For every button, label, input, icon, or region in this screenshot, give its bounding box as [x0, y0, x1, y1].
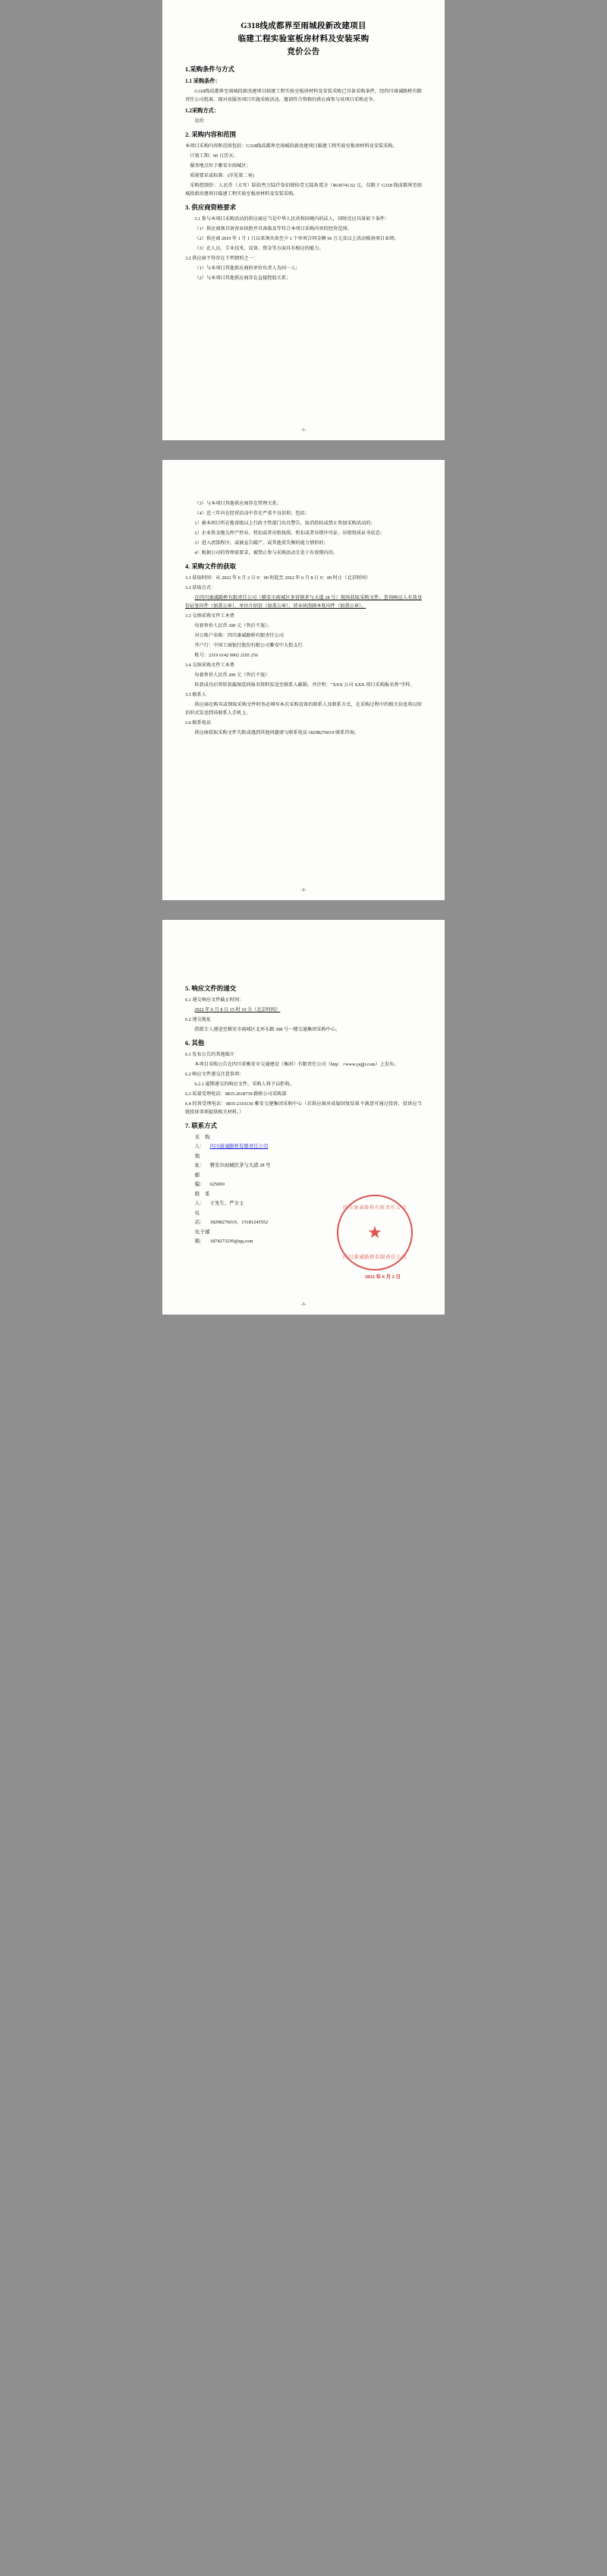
page2-top-spacer: [185, 480, 422, 499]
paragraph-4-6: 3.6 联系电话: [185, 720, 212, 726]
contact-address-value: 雅安市雨城区茅与大道 28 号: [209, 1163, 271, 1168]
paragraph-1-2-1: 竞价: [194, 118, 204, 124]
section-heading-6: 6. 其他: [185, 1040, 205, 1047]
section-heading-3: 3. 供应商资格要求: [185, 204, 236, 211]
paragraph-4-5-detail: 供应商在购买或领取采购文件时务必填写本次采购设备的联系人及联系方式，在采购过程中的相关信息将以短信形式发送到该联系人手机上。: [185, 702, 422, 716]
paragraph-4-1: 3.1 获取时间：从 2022 年 6 月 2 日 9：00 时起至 2022 年 6 月 8 日 9：00 时止（北京时间）: [185, 575, 371, 581]
qualification-item-3: （3）在人员、专业技术、设备、资金等方面具有相应的能力。: [194, 246, 324, 251]
scope-item-4: 采购控制价：人民币（大写）陆拾叁万陆仟柒佰肆拾壹元陆角贰分（¥636741.62 元。仅限于 G318 线成都界至雨城段新改建项目临建工程实验室板房材料及安装采购。: [185, 183, 422, 197]
paragraph-5-2: 6.2 递交地址: [185, 1017, 212, 1022]
seal-bottom-text: 四川康诚路桥有限责任公司: [343, 1255, 407, 1260]
contact-person-label: 联 系 人：: [194, 1192, 210, 1206]
section-heading-7: 7. 联系方式: [185, 1123, 217, 1129]
page-separator-2: [0, 900, 607, 920]
contact-phone-label: 电 话：: [194, 1211, 209, 1225]
section-heading-2: 2. 采购内容和范围: [185, 131, 236, 138]
page-separator-1: [0, 440, 607, 460]
seal-top-text: 四川康诚路桥有限责任公司: [342, 1206, 407, 1211]
exclusion-item-4: （4）近三年内在经营活动中存在严重不良信形；包括：: [194, 511, 310, 516]
paragraph-4-3: 3.3 交纳采购文件工本费: [185, 613, 234, 619]
contact-purchaser-value: 四川康诚路桥有限责任公司: [209, 1144, 269, 1149]
contact-email-value: 1874273230@qq.com: [209, 1239, 253, 1244]
exclusion-item-1: （1）与本项目其他供应商的单位负责人为同一人；: [194, 266, 300, 271]
exclusion-item-3: （3）与本项目其他供应商存在管理关系；: [194, 501, 281, 506]
contact-email-label: 电子邮箱：: [194, 1230, 210, 1244]
paragraph-5-1: 6.1 递交响应文件截止时间：: [185, 997, 244, 1003]
complaint-hotline: 6.4 投诉受理电话：0835-2310136 雅安交建集团采购中心（若供应商对成疑回复结果不满意可通过投诉，投诉应当就投诉事项提供相关材料。）: [185, 1101, 422, 1115]
contact-postcode-label: 邮 编：: [194, 1173, 209, 1187]
page3-top-spacer: [185, 940, 422, 959]
paragraph-3-2: 3.2 供应商不得存在下列情形之一：: [185, 256, 258, 261]
subsection-heading-1-1: 1.1 采购条件：: [185, 78, 221, 84]
paragraph-4-2: 3.2 获取方式：: [185, 585, 216, 590]
exclusion-sub-3: 3）进入清算程序、或被宣告破产、或其他重失衡的能力情形的；: [194, 540, 329, 546]
document-title: [185, 20, 422, 58]
paragraph-2-intro: 本项目采购内容和范围包括：G318线成都界至雨城段新改建项目临建工程实验室板房材料及安装采购。: [185, 143, 398, 149]
subsection-heading-1-2: 1.2采购方式：: [185, 108, 219, 114]
scope-item-2: 服务地点位于雅安市雨城区；: [190, 163, 251, 168]
section-heading-5: 5. 响应文件的递交: [185, 985, 236, 992]
contact-address: [185, 1152, 422, 1170]
title-line-1: G318线成都界至雨城段新改建项目: [241, 22, 366, 30]
paragraph-4-3-fee: 每套售价人民币 200 元（售后不退）。: [194, 623, 272, 628]
paragraph-1-1-1: G318线成都界至雨城段新改建项目临建工程实验室板房材料及安装采购已具备采购条件，经四川康诚路桥有限责任公司批准，现对该服务项目实施采购活动，邀请符合资格的供应商参与该项目采购竞争。: [185, 89, 422, 102]
paragraph-6-2-1: 6.2.1 逾期递交的响应文件，采购人将予以拒收。: [194, 1082, 294, 1087]
qualification-item-1: （1）供应商须具备营业执照并具备临及等符合本项目采购内容的经营范围；: [194, 226, 352, 231]
company-seal: [337, 1195, 413, 1271]
submission-address: 指派专人递送至雅安市雨城区北环东路 308 号一楼交通集团采购中心。: [194, 1027, 341, 1032]
paragraph-4-4-note: 转款成功后将转款截图连同报名资料发送至联系人邮箱，并注明："XXX 公司 XXX 项目采购报名费"字样。: [194, 682, 415, 688]
seal-date: 2022 年 6 月 2 日: [364, 1274, 401, 1280]
section-heading-4: 4. 采购文件的获取: [185, 563, 236, 570]
qualification-item-2: （2）供应商 2019 年 1 月 1 日以来须具备至少 1 个单项合同金额 50 万元及以上活动板房项目业绩；: [194, 236, 399, 241]
bank-name: 开户行：中国工商银行股份有限公司雅安中大街支行: [194, 643, 303, 648]
paragraph-6-1: 6.1 发布公告的其他媒介: [185, 1052, 234, 1057]
exclusion-item-2: （2）与本项目其他供应商存在直接控股关系；: [194, 276, 291, 281]
contact-person-value: 王先生、严女士: [209, 1201, 244, 1206]
publication-media: 本项目采购公告在四川省雅安市交通建设（集团）有限责任公司（http：//www.yajjjt.com）上发布。: [194, 1062, 399, 1067]
document-page-3: [162, 920, 445, 1315]
contact-phone-value: 18298276019、15181245552: [209, 1220, 269, 1225]
paragraph-4-6-detail: 供应商获取采购文件失败或遇到其他问题请与联系电话 18298276019 联系咨询。: [194, 730, 359, 735]
scope-item-1: 计划工期：60 日历天；: [190, 153, 238, 159]
bank-account-number: 账号：2319 6142 0902 2105 256: [194, 653, 258, 658]
page-number-1: -1-: [300, 428, 307, 433]
document-page-1: [162, 0, 445, 440]
paragraph-4-4: 3.4 交纳采购文件工本费: [185, 663, 234, 668]
document-page-2: [162, 460, 445, 900]
page-number-3: -3-: [300, 1302, 307, 1307]
page3-top-spacer-2: [185, 959, 422, 979]
paragraph-4-4-fee: 每套售价人民币 200 元（售后不退）: [194, 672, 270, 678]
submission-deadline: 2022 年 6 月 8 日 15 时 10 分（北京时间）: [194, 1007, 281, 1012]
paragraph-4-5: 3.5 联系人: [185, 692, 206, 698]
scope-item-3: 质量要求或标准：(详见第二章): [190, 173, 254, 178]
contact-address-label: 地 址：: [194, 1154, 209, 1168]
title-line-2: 临建工程实验室板房材料及安装采购: [237, 35, 370, 43]
contact-purchaser: [185, 1133, 422, 1151]
paragraph-3-1: 3.1 参与本项目采购活动的供应商应当是中华人民共和国境内的法人，同时还应具备如下条件：: [194, 216, 390, 222]
contact-purchaser-label: 采 购 人：: [194, 1135, 210, 1149]
title-line-3: 竞价公告: [287, 48, 320, 56]
exclusion-sub-2: 2）企业资金拖欠停产停业、暂扣或者吊销执照、暂扣或者吊销许可证、吊销资质证书状态；: [194, 531, 385, 536]
paragraph-4-2-detail: 在四川康诚路桥有限责任公司（雅安市雨城区多营镇茅与大道 28 号）现场获取采购文件。查询响应人有效身份证复印件（加盖公章）、单位介绍信（加盖公章）、营业执照副本复印件（加盖公章）。: [185, 595, 422, 609]
exclusion-sub-4: 4）根据公司的管理需要求，被禁止参与采购活动且处于有效期内的。: [194, 550, 338, 556]
paragraph-6-2: 6.2 响应文件递交注意事项：: [185, 1072, 244, 1077]
exclusion-sub-1: 1）被本项目所在地省级以上行政主管部门出具警告、取消投标或禁止参加采购活动的；: [194, 521, 376, 526]
section-heading-1: 1.采购条件与方式: [185, 66, 234, 73]
contact-postcode: [185, 1171, 422, 1189]
page-number-2: -2-: [300, 888, 307, 893]
contact-postcode-value: 625000: [209, 1182, 225, 1187]
quality-hotline: 6.3 质量受理电话：0835-2618739 路桥公司采购部: [185, 1091, 287, 1097]
bank-account-name: 对公账户名称：四川康诚路桥有限责任公司: [194, 633, 284, 638]
seal-star-icon: ★: [367, 1223, 382, 1242]
